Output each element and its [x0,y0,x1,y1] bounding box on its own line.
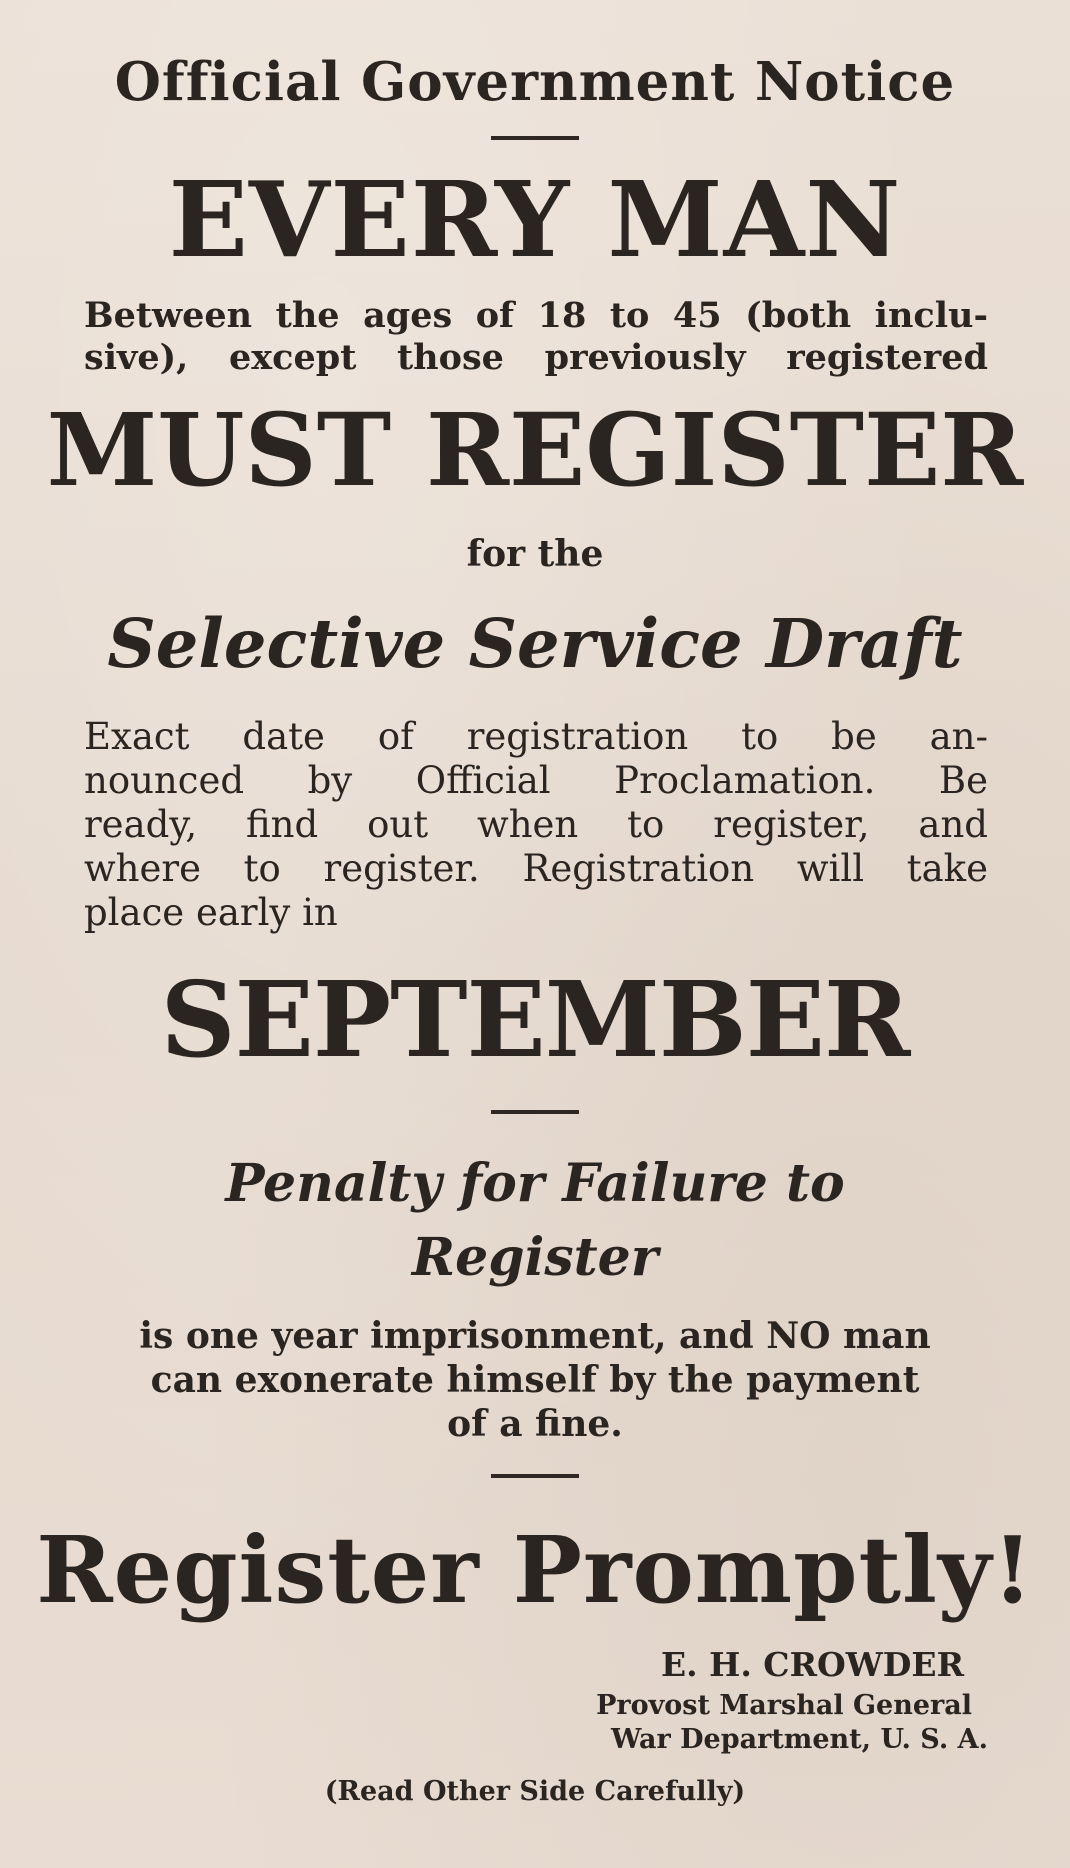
footer-note: (Read Other Side Carefully) [324,1776,746,1807]
headline: EVERY MAN [168,158,902,281]
penalty-line: of a fine. [447,1403,623,1445]
penalty-line: can exonerate himself by the payment [150,1359,920,1401]
date-line: where to register. Registration will take [84,847,988,890]
divider-rule [491,1110,579,1114]
signatory-name: E. H. CROWDER [661,1645,964,1684]
divider-rule [491,136,579,140]
date-line: ready, find out when to register, and [84,803,988,846]
penalty-line: is one year imprisonment, and NO man [139,1315,931,1357]
date-line: nounced by Official Proclamation. Be [84,759,988,802]
date-line: place early in [84,891,338,934]
notice-title: Official Government Notice [114,51,956,113]
penalty-heading: Register [411,1227,659,1288]
penalty-heading: Penalty for Failure to [225,1153,845,1214]
date-line: Exact date of registration to be an- [84,715,988,758]
eligibility-line: Between the ages of 18 to 45 (both inclu- [84,295,988,336]
signatory-department: War Department, U. S. A. [611,1724,988,1755]
month-heading: SEPTEMBER [160,958,910,1081]
eligibility-line: sive), except those previously registered [84,337,988,378]
divider-rule [491,1474,579,1478]
program-heading: Selective Service Draft [107,604,963,683]
closing-heading: Register Promptly! [36,1516,1034,1624]
signatory-title: Provost Marshal General [596,1690,972,1721]
requirement-heading: MUST REGISTER [46,391,1024,509]
connector-text: for the [466,533,604,575]
